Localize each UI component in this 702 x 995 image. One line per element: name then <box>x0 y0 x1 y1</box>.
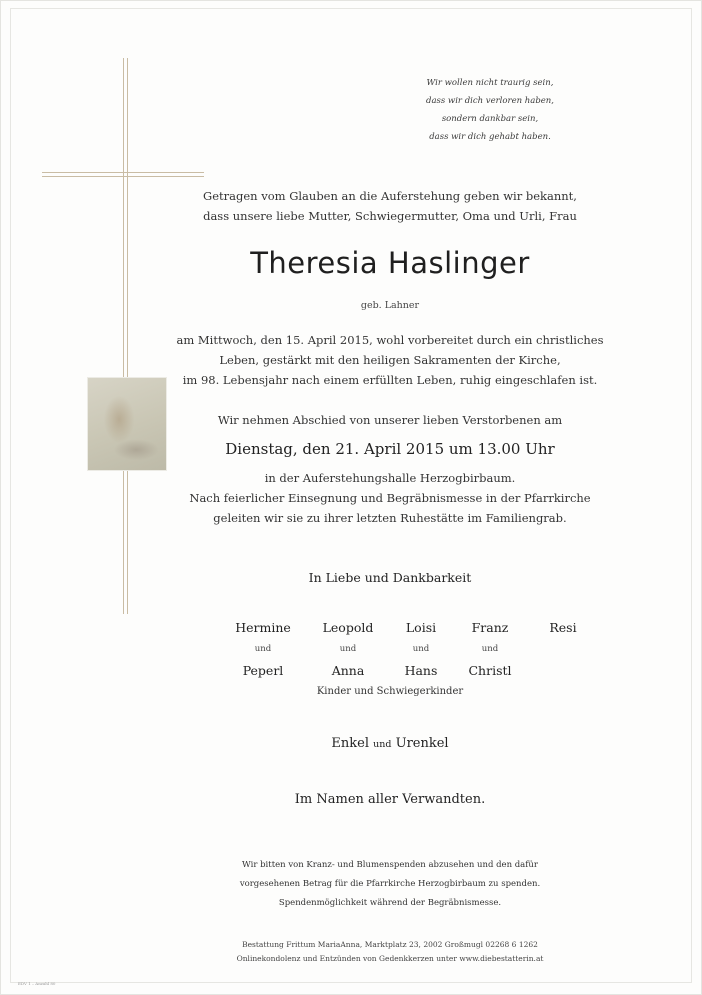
funeral-date: Dienstag, den 21. April 2015 um 13.00 Uhr <box>225 440 555 458</box>
death-line: im 98. Lebensjahr nach einem erfüllten Leben, ruhig eingeschlafen ist. <box>182 373 598 387</box>
deceased-name: Theresia Haslinger <box>250 246 530 280</box>
family-and: und <box>412 644 430 654</box>
family-name: Christl <box>468 663 512 678</box>
funeral-text <box>150 468 630 528</box>
grandchildren-line <box>150 736 630 751</box>
family-and: und <box>254 644 272 654</box>
grandchildren-label: Enkel <box>331 736 369 751</box>
farewell-text: Wir nehmen Abschied von unserer lieben Verstorbenen am <box>217 413 563 427</box>
motto-line: dass wir dich gehabt haben. <box>429 132 551 142</box>
family-name: Hermine <box>235 620 291 635</box>
family-name: Loisi <box>405 620 437 635</box>
family-name: Leopold <box>322 620 374 635</box>
footer-line: Onlinekondolenz und Entzünden von Gedenkkerzen unter www.diebestatterin.at <box>236 954 544 963</box>
family-member <box>450 618 530 682</box>
footer-line: Bestattung Frittum MariaAnna, Marktplatz 23, 2002 Großmugl 02268 6 1262 <box>242 940 538 949</box>
motto-line: Wir wollen nicht traurig sein, <box>426 78 554 88</box>
death-text <box>150 330 630 390</box>
family-member <box>381 618 461 682</box>
donation-line: Wir bitten von Kranz- und Blumenspenden abzusehen und den dafür <box>242 860 538 870</box>
intro <box>150 186 630 226</box>
death-line: Leben, gestärkt mit den heiligen Sakramenten der Kirche, <box>219 353 561 367</box>
family-name: Resi <box>549 620 577 635</box>
family-name: Peperl <box>242 663 284 678</box>
intro-line: Getragen vom Glauben an die Auferstehung geben wir bekannt, <box>203 189 577 203</box>
family-member <box>223 618 303 682</box>
family-name: Franz <box>471 620 509 635</box>
children-label: Kinder und Schwiegerkinder <box>316 686 464 697</box>
great-grandchildren-label: Urenkel <box>395 736 449 751</box>
relatives-line: Im Namen aller Verwandten. <box>294 792 486 807</box>
family-and: und <box>339 644 357 654</box>
love-line: In Liebe und Dankbarkeit <box>308 570 472 585</box>
motto-line: sondern dankbar sein, <box>441 114 539 124</box>
print-mark: EDV 1 – Anzahl 80 <box>18 981 56 986</box>
donation-line: vorgesehenen Betrag für die Pfarrkirche Herzogbirbaum zu spenden. <box>239 879 541 889</box>
footer <box>150 938 630 966</box>
funeral-line: geleiten wir sie zu ihrer letzten Ruhestätte im Familiengrab. <box>213 511 567 525</box>
family-member <box>523 618 603 638</box>
family-name: Hans <box>404 663 438 678</box>
family-and: und <box>481 644 499 654</box>
birth-name: geb. Lahner <box>360 300 420 311</box>
motto <box>400 74 580 146</box>
family-member <box>308 618 388 682</box>
funeral-line: Nach feierlicher Einsegnung und Begräbnismesse in der Pfarrkirche <box>189 491 591 505</box>
death-line: am Mittwoch, den 15. April 2015, wohl vorbereitet durch ein christliches <box>176 333 604 347</box>
intro-line: dass unsere liebe Mutter, Schwiegermutter, Oma und Urli, Frau <box>203 209 577 223</box>
motto-line: dass wir dich verloren haben, <box>426 96 554 106</box>
grandchildren-and: und <box>373 739 392 750</box>
funeral-line: in der Auferstehungshalle Herzogbirbaum. <box>264 471 516 485</box>
donation-line: Spendenmöglichkeit während der Begräbnismesse. <box>278 898 502 908</box>
family-name: Anna <box>331 663 365 678</box>
donation-note <box>150 856 630 913</box>
